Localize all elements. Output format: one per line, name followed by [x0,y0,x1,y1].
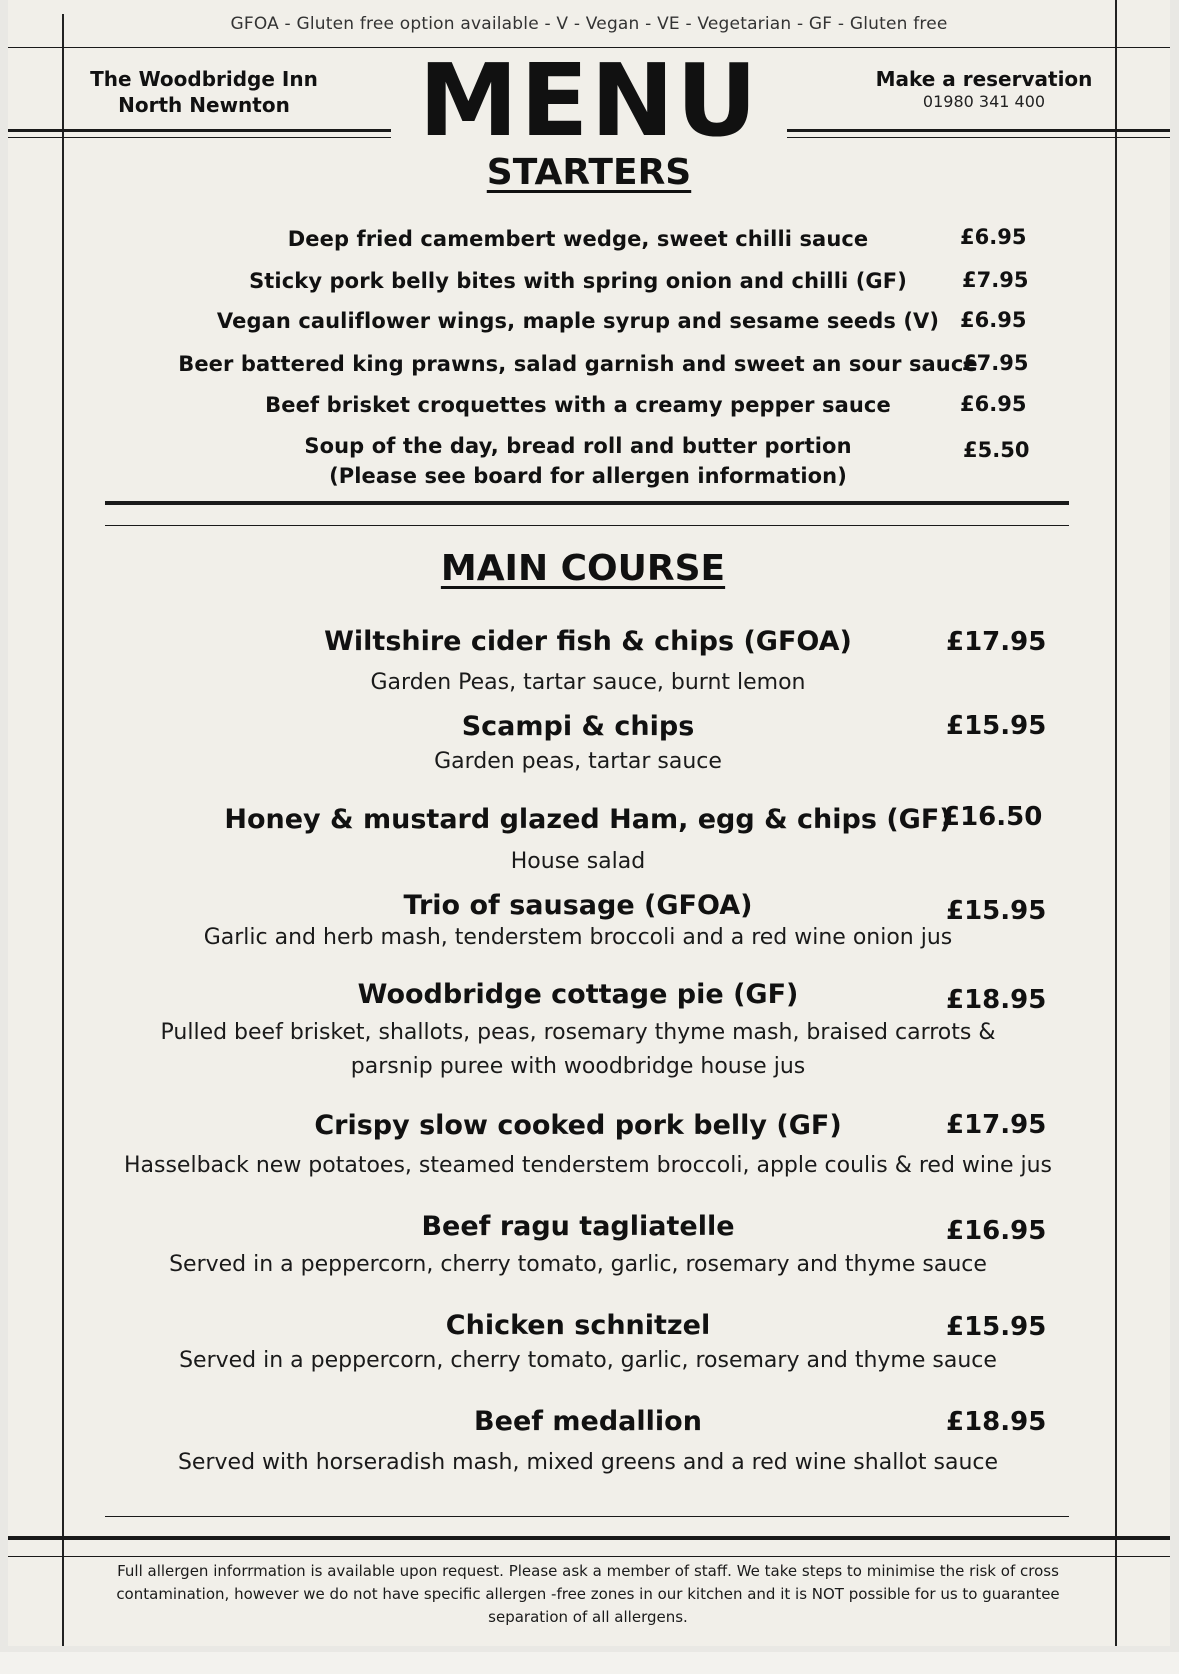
frame-left-line [62,14,64,1646]
inn-name-line1: The Woodbridge Inn [90,67,318,91]
allergen-footer-line3: separation of all allergens. [488,1608,688,1626]
footer-rule-thin [8,1556,1170,1557]
main-item: Woodbridge cottage pie (GF) [357,979,799,1010]
dietary-legend: GFOA - Gluten free option available - V - Vegan - VE - Vegetarian - GF - Gluten free [230,14,948,34]
main-item: Scampi & chips [461,711,695,742]
main-item-desc: Served in a peppercorn, cherry tomato, garlic, rosemary and thyme sauce [179,1348,997,1373]
allergen-footer [108,1560,1068,1629]
main-item: Trio of sausage (GFOA) [403,890,753,921]
main-item-desc: House salad [510,849,646,874]
starter-item: Beef brisket croquettes with a creamy pepper sauce [265,393,891,417]
main-price: £17.95 [946,627,1047,657]
reservation-phone: 01980 341 400 [922,92,1046,111]
inn-name-line2: North Newnton [118,93,290,117]
main-item-desc: parsnip puree with woodbridge house jus [350,1054,806,1079]
allergen-footer-line1: Full allergen inforrmation is available upon request. Please ask a member of staff. We take steps to minimise the risk of cross [117,1562,1059,1580]
main-price: £16.95 [946,1216,1047,1246]
starter-price: £6.95 [960,308,1027,332]
main-item-desc: Garden Peas, tartar sauce, burnt lemon [370,670,806,695]
starters-rule-thin [105,525,1069,526]
main-price: £16.50 [942,802,1043,832]
starter-item-note: (Please see board for allergen information) [329,464,847,488]
menu-title: MENU [418,42,760,159]
main-item: Crispy slow cooked pork belly (GF) [314,1110,842,1141]
starter-item: Sticky pork belly bites with spring onion and chilli (GF) [249,269,907,293]
main-item-desc: Garden peas, tartar sauce [434,749,722,774]
starter-item: Vegan cauliflower wings, maple syrup and sesame seeds (V) [216,309,940,333]
frame-right-line [1115,0,1117,1646]
reservation-block [854,66,1114,111]
main-item: Wiltshire cider fish & chips (GFOA) [324,626,852,657]
footer-rule-thick [8,1536,1170,1540]
starter-item: Soup of the day, bread roll and butter portion [304,434,852,458]
starter-price: £5.50 [963,438,1030,462]
main-price: £17.95 [946,1110,1047,1140]
starter-item: Deep fried camembert wedge, sweet chilli sauce [287,227,869,251]
starters-rule-thick [105,501,1069,505]
main-item-desc: Hasselback new potatoes, steamed tenderstem broccoli, apple coulis & red wine jus [123,1153,1053,1178]
starter-price: £6.95 [960,392,1027,416]
main-item: Beef ragu tagliatelle [421,1211,735,1242]
main-item: Honey & mustard glazed Ham, egg & chips (GF) [224,804,952,835]
main-price: £15.95 [946,896,1047,926]
menu-page [8,0,1170,1646]
starters-title: STARTERS [486,152,692,193]
reservation-label: Make a reservation [875,67,1093,91]
main-item-desc: Pulled beef brisket, shallots, peas, rosemary thyme mash, braised carrots & [160,1020,996,1045]
main-price: £18.95 [946,1407,1047,1437]
starter-item: Beer battered king prawns, salad garnish and sweet an sour sauce [178,352,978,376]
main-price: £18.95 [946,985,1047,1015]
main-item-desc: Served in a peppercorn, cherry tomato, garlic, rosemary and thyme sauce [169,1252,987,1277]
next-page-edge [0,1652,1179,1674]
starter-price: £7.95 [962,268,1029,292]
main-item-desc: Served with horseradish mash, mixed greens and a red wine shallot sauce [177,1450,999,1475]
main-price: £15.95 [946,1312,1047,1342]
allergen-footer-line2: contamination, however we do not have specific allergen -free zones in our kitchen and it is NOT possible for us to guarantee [116,1585,1060,1603]
main-course-rule [105,1516,1069,1517]
starter-price: £7.95 [962,351,1029,375]
main-item: Chicken schnitzel [445,1310,711,1341]
main-course-title: MAIN COURSE [440,548,726,589]
main-price: £15.95 [946,711,1047,741]
main-item: Beef medallion [474,1406,702,1437]
starter-price: £6.95 [960,225,1027,249]
main-item-desc: Garlic and herb mash, tenderstem broccoli and a red wine onion jus [203,925,953,950]
